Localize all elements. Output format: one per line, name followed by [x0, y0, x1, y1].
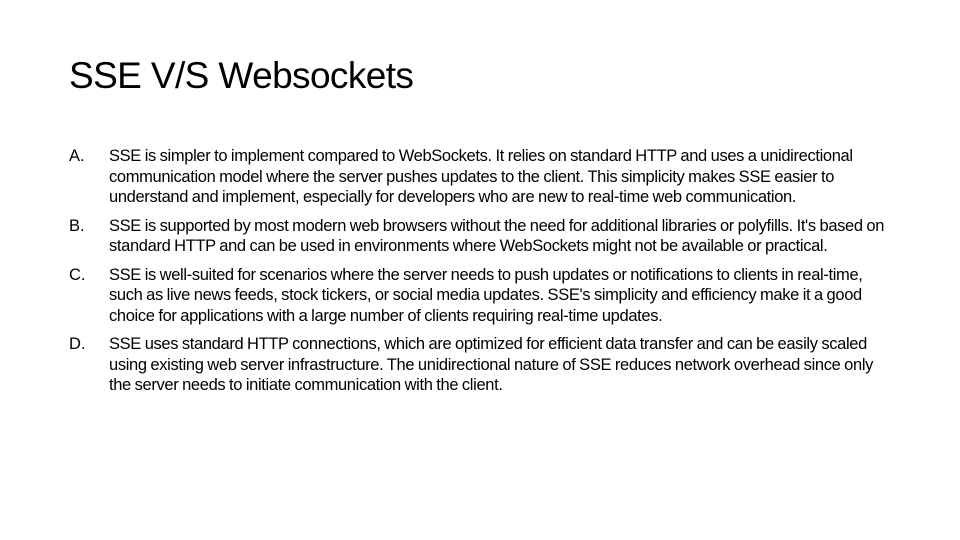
point-list — [69, 146, 889, 404]
slide-title: SSE V/S Websockets — [69, 55, 414, 96]
list-item-marker: B. — [69, 216, 85, 235]
list-item-text: SSE is supported by most modern web browsers without the need for additional libraries or polyfills. It's based on standard HTTP and can be used in environments where WebSockets might not be available or practical. — [109, 216, 885, 255]
list-item-marker: D. — [69, 335, 86, 353]
list-item — [69, 146, 889, 208]
list-item — [69, 265, 889, 327]
list-item-marker: C. — [69, 265, 86, 284]
list-item-text: SSE is simpler to implement compared to WebSockets. It relies on standard HTTP and uses a unidirectional communication model where the server pushes updates to the client. This simplicity makes SSE easier to understand and implement, especially for developers who are new to real-time web communication. — [109, 147, 853, 206]
list-item-text: SSE is well-suited for scenarios where the server needs to push updates or notifications to clients in real-time, such as live news feeds, stock tickers, or social media updates. SSE's simplicity and efficiency make it a good choice for applications with a large number of clients requiring real-time updates. — [109, 265, 863, 325]
list-item-text: SSE uses standard HTTP connections, which are optimized for efficient data transfer and can be easily scaled using existing web server infrastructure. The unidirectional nature of SSE reduces network overhead since only the server needs to initiate communication with the client. — [109, 335, 874, 394]
list-item-marker: A. — [69, 147, 85, 165]
list-item — [69, 216, 889, 257]
list-item — [69, 334, 889, 396]
